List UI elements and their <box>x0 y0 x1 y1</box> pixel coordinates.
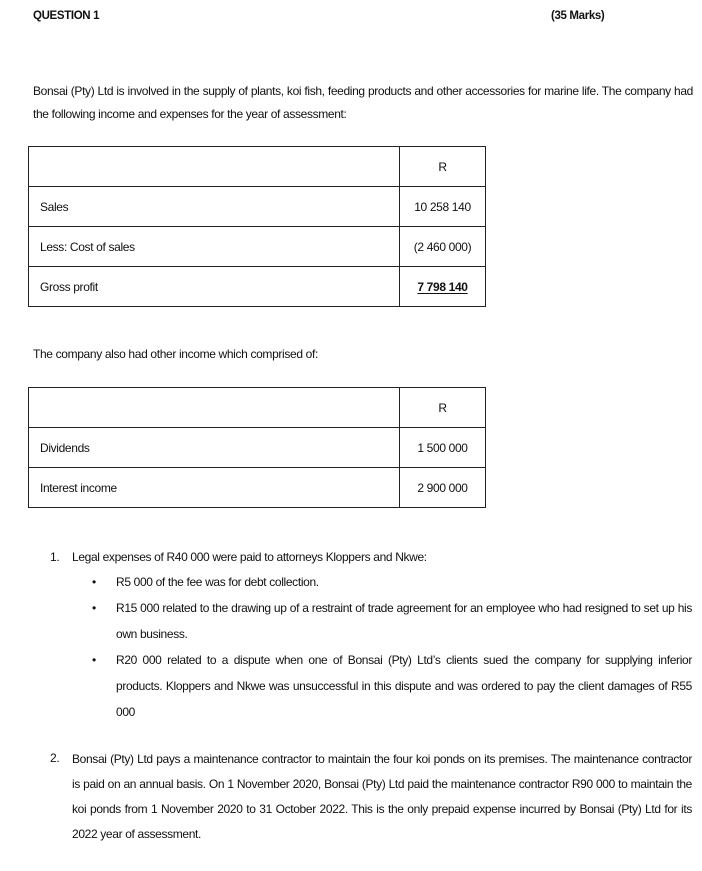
income-table <box>28 146 486 307</box>
table-row <box>29 428 486 468</box>
item-text: Legal expenses of R40 000 were paid to attorneys Kloppers and Nkwe: <box>72 550 427 564</box>
bullet-icon: • <box>92 653 97 667</box>
bullet-icon: • <box>92 601 97 615</box>
table-row <box>29 267 486 307</box>
currency-header: R <box>400 388 486 428</box>
item-text: Bonsai (Pty) Ltd pays a maintenance contractor to maintain the four koi ponds on its premises. The maintenance contractor is paid on an annual basis. On 1 November 2020, Bonsai (Pty) Ltd paid the maintenance contractor R90 000 to maintain the koi ponds from 1 November 2020 to 31 October 2022. This is the only prepaid expense incurred by Bonsai (Pty) Ltd for its 2022 year of assessment. <box>72 752 692 841</box>
bullet-icon: • <box>92 575 97 589</box>
question-title: QUESTION 1 <box>33 10 100 22</box>
intro-paragraph: Bonsai (Pty) Ltd is involved in the supply of plants, koi fish, feeding products and other accessories for marine life. The company had the following income and expenses for the year of assessment: <box>33 84 693 121</box>
row-label: Sales <box>29 187 400 227</box>
table-header-row <box>29 388 486 428</box>
table-header-blank <box>29 388 400 428</box>
row-label: Interest income <box>29 468 400 508</box>
row-amount: (2 460 000) <box>400 227 486 267</box>
item-number: 1. <box>50 550 60 564</box>
bullet-text: R5 000 of the fee was for debt collection. <box>116 575 319 589</box>
item-number: 2. <box>50 751 60 765</box>
gross-profit-cell <box>400 267 486 307</box>
row-amount: 1 500 000 <box>400 428 486 468</box>
table-header-blank <box>29 147 400 187</box>
other-income-table <box>28 387 486 508</box>
table-row <box>29 187 486 227</box>
question-marks: (35 Marks) <box>551 10 605 22</box>
row-label: Gross profit <box>29 267 400 307</box>
table-header-row <box>29 147 486 187</box>
bullet-text: R15 000 related to the drawing up of a restraint of trade agreement for an employee who had resigned to set up his own business. <box>116 601 692 641</box>
gross-profit-amount: 7 798 140 <box>417 279 468 294</box>
bullet-text: R20 000 related to a dispute when one of Bonsai (Pty) Ltd’s clients sued the company for supplying inferior products. Kloppers and Nkwe was unsuccessful in this dispute and was ordered to pay the client damages of R55 000 <box>116 653 692 719</box>
table-row <box>29 468 486 508</box>
currency-header: R <box>400 147 486 187</box>
other-income-intro: The company also had other income which comprised of: <box>33 347 318 361</box>
row-amount: 10 258 140 <box>400 187 486 227</box>
table-row <box>29 227 486 267</box>
row-amount: 2 900 000 <box>400 468 486 508</box>
row-label: Less: Cost of sales <box>29 227 400 267</box>
row-label: Dividends <box>29 428 400 468</box>
